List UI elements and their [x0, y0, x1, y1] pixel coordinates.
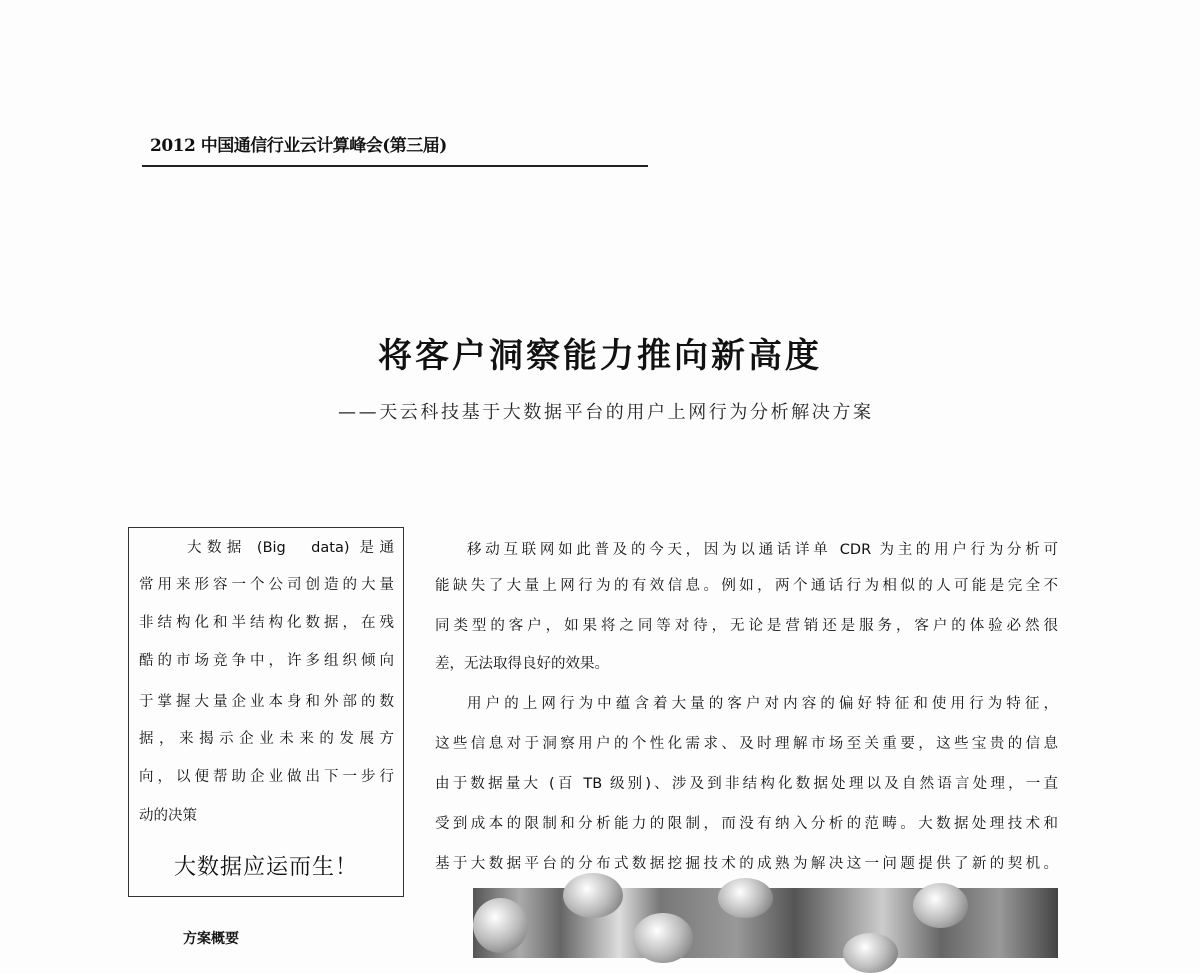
box-line: 非结构化和半结构化数据，在残 — [139, 615, 394, 631]
crowd-figures-image — [473, 888, 1058, 958]
box-line: 据，来揭示企业未来的发展方 — [139, 731, 394, 747]
box-line: 于掌握大量企业本身和外部的数 — [139, 694, 394, 710]
paragraph-line: 受到成本的限制和分析能力的限制，而没有纳入分析的范畴。大数据处理技术和 — [435, 816, 1058, 832]
box-line: 常用来形容一个公司创造的大量 — [139, 577, 394, 593]
running-header: 2012 中国通信行业云计算峰会(第三届) — [150, 136, 447, 156]
paragraph-line: 移动互联网如此普及的今天，因为以通话详单 CDR 为主的用户行为分析可 — [467, 542, 1058, 558]
box-line: 向，以便帮助企业做出下一步行 — [139, 769, 394, 785]
paragraph-line: 能缺失了大量上网行为的有效信息。例如，两个通话行为相似的人可能是完全不 — [435, 578, 1058, 594]
box-line: 动的决策 — [139, 808, 197, 824]
box-line: 酷的市场竞争中，许多组织倾向 — [139, 653, 394, 669]
article-subtitle: ——天云科技基于大数据平台的用户上网行为分析解决方案 — [338, 402, 874, 423]
section-heading: 方案概要 — [183, 931, 239, 947]
box-line: 大数据 (Big data) 是通 — [187, 540, 394, 556]
sidebar-box — [128, 527, 404, 897]
paragraph-line: 用户的上网行为中蕴含着大量的客户对内容的偏好特征和使用行为特征， — [467, 696, 1058, 712]
paragraph-line: 这些信息对于洞察用户的个性化需求、及时理解市场至关重要，这些宝贵的信息 — [435, 736, 1058, 752]
header-divider — [142, 165, 648, 167]
paragraph-line: 差，无法取得良好的效果。 — [435, 656, 609, 672]
article-title: 将客户洞察能力推向新高度 — [378, 336, 822, 376]
paragraph-line: 同类型的客户，如果将之同等对待，无论是营销还是服务，客户的体验必然很 — [435, 618, 1058, 634]
paragraph-line: 由于数据量大 (百 TB 级别)、涉及到非结构化数据处理以及自然语言处理，一直 — [435, 776, 1058, 792]
paragraph-line: 基于大数据平台的分布式数据挖掘技术的成熟为解决这一问题提供了新的契机。 — [435, 856, 1058, 872]
box-slogan: 大数据应运而生！ — [173, 855, 358, 880]
